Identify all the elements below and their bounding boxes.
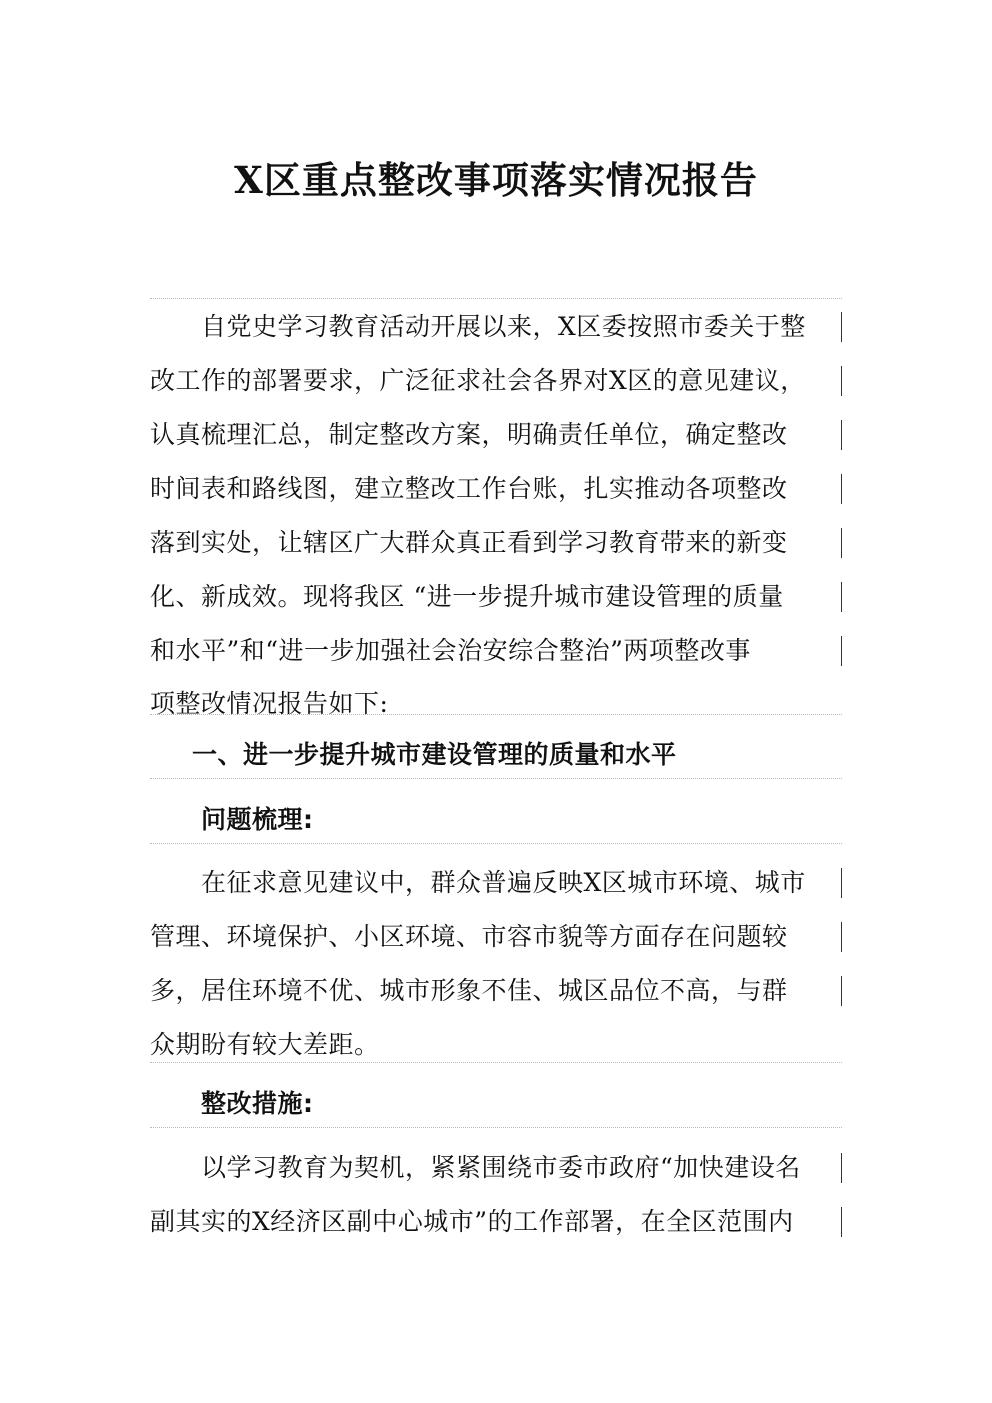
subsection-heading-measures: 整改措施: <box>150 1089 314 1118</box>
document-title: X区重点整改事项落实情况报告 <box>234 158 758 202</box>
measures-line: 以学习教育为契机，紧紧围绕市委市政府“加快建设名 <box>150 1153 801 1182</box>
measures-line: 副其实的X经济区副中心城市”的工作部署，在全区范围内 <box>150 1207 794 1236</box>
margin-bar <box>841 1207 842 1237</box>
subsection-heading-problems: 问题梳理: <box>150 805 314 834</box>
problem-line: 在征求意见建议中，群众普遍反映X区城市环境、城市 <box>150 868 806 897</box>
margin-bar <box>841 1153 842 1183</box>
margin-bar <box>841 976 842 1006</box>
margin-bar <box>841 366 842 396</box>
margin-bar <box>841 582 842 612</box>
intro-line: 和水平”和“进一步加强社会治安综合整治”两项整改事 <box>150 636 751 665</box>
separator-line <box>150 298 842 299</box>
separator-line <box>150 843 842 844</box>
intro-line: 改工作的部署要求，广泛征求社会各界对X区的意见建议， <box>150 366 806 395</box>
separator-line <box>150 1062 842 1063</box>
separator-line <box>150 1127 842 1128</box>
intro-line: 时间表和路线图，建立整改工作台账，扎实推动各项整改 <box>150 474 788 503</box>
margin-bar <box>841 922 842 952</box>
margin-bar <box>841 868 842 898</box>
intro-line: 自党史学习教育活动开展以来，X区委按照市委关于整 <box>150 312 806 341</box>
margin-bar <box>841 528 842 558</box>
margin-bar <box>841 474 842 504</box>
problem-line: 多，居住环境不优、城市形象不佳、城区品位不高，与群 <box>150 976 788 1005</box>
separator-line <box>150 778 842 779</box>
intro-line: 落到实处，让辖区广大群众真正看到学习教育带来的新变 <box>150 528 788 557</box>
problem-line: 管理、环境保护、小区环境、市容市貌等方面存在问题较 <box>150 922 788 951</box>
intro-line: 项整改情况报告如下: <box>150 689 389 718</box>
margin-bar <box>841 312 842 342</box>
section-heading: 一、进一步提升城市建设管理的质量和水平 <box>192 740 677 769</box>
margin-bar <box>841 636 842 666</box>
margin-bar <box>841 420 842 450</box>
intro-line: 认真梳理汇总，制定整改方案，明确责任单位，确定整改 <box>150 420 788 449</box>
problem-line: 众期盼有较大差距。 <box>150 1030 380 1059</box>
intro-line: 化、新成效。现将我区 “进一步提升城市建设管理的质量 <box>150 582 784 611</box>
